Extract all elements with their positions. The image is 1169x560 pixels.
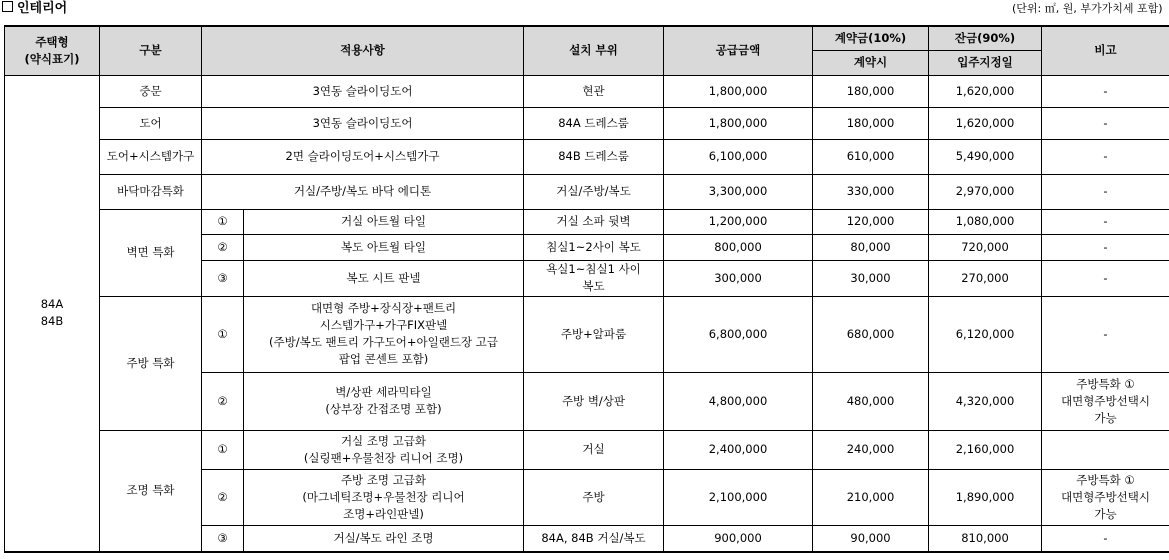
row-remark: - (1042, 209, 1169, 234)
row-balance: 1,080,000 (929, 209, 1042, 234)
row-deposit: 210,000 (813, 469, 929, 525)
row-applied: 복도 아트월 타일 (244, 234, 524, 260)
row-balance: 2,970,000 (929, 174, 1042, 209)
row-applied: 3연동 슬라이딩도어 (202, 75, 524, 107)
row-remark: 주방특화 ① 대면형주방선택시 가능 (1042, 372, 1169, 430)
row-deposit: 180,000 (813, 75, 929, 107)
row-location: 주방 (524, 469, 664, 525)
row-category: 도어+시스템가구 (100, 139, 202, 174)
item-number: ① (202, 430, 244, 469)
row-location: 84A 드레스룸 (524, 107, 664, 139)
group-category: 조명 특화 (100, 430, 202, 552)
item-number: ① (202, 296, 244, 372)
section-title (2, 0, 67, 18)
row-deposit: 80,000 (813, 234, 929, 260)
item-number: ① (202, 209, 244, 234)
row-price: 1,200,000 (664, 209, 813, 234)
header-house-type: 주택형 (약식표기) (5, 26, 100, 75)
row-balance: 270,000 (929, 260, 1042, 296)
row-applied: 벽/상판 세라믹타일 (상부장 간접조명 포함) (244, 372, 524, 430)
row-location: 84A, 84B 거실/복도 (524, 525, 664, 552)
row-location: 현관 (524, 75, 664, 107)
row-remark: - (1042, 139, 1169, 174)
row-applied: 거실/복도 라인 조명 (244, 525, 524, 552)
row-applied: 복도 시트 판넬 (244, 260, 524, 296)
row-location: 거실/주방/복도 (524, 174, 664, 209)
row-applied: 2면 슬라이딩도어+시스템가구 (202, 139, 524, 174)
interior-options-table (4, 25, 1169, 553)
row-remark: - (1042, 174, 1169, 209)
row-price: 1,800,000 (664, 75, 813, 107)
row-remark: - (1042, 234, 1169, 260)
header-balance: 잔금(90%) (929, 26, 1042, 50)
header-supply-price: 공급금액 (664, 26, 813, 75)
house-type-cell: 84A 84B (5, 75, 100, 552)
row-price: 2,400,000 (664, 430, 813, 469)
row-location: 욕실1~침실1 사이 복도 (524, 260, 664, 296)
row-balance: 5,490,000 (929, 139, 1042, 174)
checkbox-square-icon (2, 1, 13, 12)
row-category: 도어 (100, 107, 202, 139)
row-applied: 거실/주방/복도 바닥 에디톤 (202, 174, 524, 209)
header-balance-sub: 입주지정일 (929, 50, 1042, 75)
row-deposit: 30,000 (813, 260, 929, 296)
row-applied: 거실 조명 고급화 (실링팬+우물천장 리니어 조명) (244, 430, 524, 469)
header-location: 설치 부위 (524, 26, 664, 75)
row-remark: - (1042, 260, 1169, 296)
item-number: ② (202, 372, 244, 430)
row-balance: 4,320,000 (929, 372, 1042, 430)
top-bar (0, 0, 1169, 20)
row-deposit: 180,000 (813, 107, 929, 139)
row-location: 침실1~2사이 복도 (524, 234, 664, 260)
row-deposit: 330,000 (813, 174, 929, 209)
row-remark: 주방특화 ① 대면형주방선택시 가능 (1042, 469, 1169, 525)
row-price: 2,100,000 (664, 469, 813, 525)
row-balance: 1,620,000 (929, 75, 1042, 107)
row-price: 1,800,000 (664, 107, 813, 139)
row-price: 6,100,000 (664, 139, 813, 174)
row-price: 300,000 (664, 260, 813, 296)
row-location: 주방 벽/상판 (524, 372, 664, 430)
row-remark: - (1042, 75, 1169, 107)
row-balance: 1,620,000 (929, 107, 1042, 139)
row-deposit: 680,000 (813, 296, 929, 372)
header-deposit: 계약금(10%) (813, 26, 929, 50)
row-applied: 주방 조명 고급화 (마그네틱조명+우물천장 리니어 조명+라인판넬) (244, 469, 524, 525)
table-row (5, 107, 1169, 139)
table-row (5, 139, 1169, 174)
row-applied: 거실 아트월 타일 (244, 209, 524, 234)
row-applied: 3연동 슬라이딩도어 (202, 107, 524, 139)
table-row (5, 209, 1169, 234)
row-location: 주방+알파룸 (524, 296, 664, 372)
row-price: 800,000 (664, 234, 813, 260)
group-category: 주방 특화 (100, 296, 202, 430)
row-applied: 대면형 주방+장식장+팬트리 시스템가구+가구FIX판넬 (주방/복도 팬트리 가구도어+아일랜드장 고급 팝업 콘센트 포함) (244, 296, 524, 372)
item-number: ② (202, 234, 244, 260)
row-balance: 6,120,000 (929, 296, 1042, 372)
row-remark: - (1042, 296, 1169, 372)
row-category: 중문 (100, 75, 202, 107)
row-remark: - (1042, 107, 1169, 139)
item-number: ③ (202, 525, 244, 552)
row-balance: 1,890,000 (929, 469, 1042, 525)
table-row (5, 75, 1169, 107)
row-deposit: 240,000 (813, 430, 929, 469)
unit-note: (단위: ㎡, 원, 부가가치세 포함) (1012, 2, 1163, 15)
row-price: 900,000 (664, 525, 813, 552)
row-location: 거실 (524, 430, 664, 469)
table-row (5, 296, 1169, 372)
row-location: 거실 소파 뒷벽 (524, 209, 664, 234)
section-title-text: 인테리어 (17, 1, 68, 16)
group-category: 벽면 특화 (100, 209, 202, 296)
header-deposit-sub: 계약시 (813, 50, 929, 75)
row-location: 84B 드레스룸 (524, 139, 664, 174)
item-number: ② (202, 469, 244, 525)
row-deposit: 90,000 (813, 525, 929, 552)
header-applied: 적용사항 (202, 26, 524, 75)
row-category: 바닥마감특화 (100, 174, 202, 209)
row-deposit: 610,000 (813, 139, 929, 174)
header-category: 구분 (100, 26, 202, 75)
row-remark: - (1042, 525, 1169, 552)
row-balance: 810,000 (929, 525, 1042, 552)
row-price: 4,800,000 (664, 372, 813, 430)
table-row (5, 430, 1169, 469)
row-price: 6,800,000 (664, 296, 813, 372)
row-remark (1042, 430, 1169, 469)
row-price: 3,300,000 (664, 174, 813, 209)
row-deposit: 480,000 (813, 372, 929, 430)
item-number: ③ (202, 260, 244, 296)
header-remarks: 비고 (1042, 26, 1169, 75)
table-row (5, 174, 1169, 209)
row-balance: 720,000 (929, 234, 1042, 260)
row-balance: 2,160,000 (929, 430, 1042, 469)
row-deposit: 120,000 (813, 209, 929, 234)
